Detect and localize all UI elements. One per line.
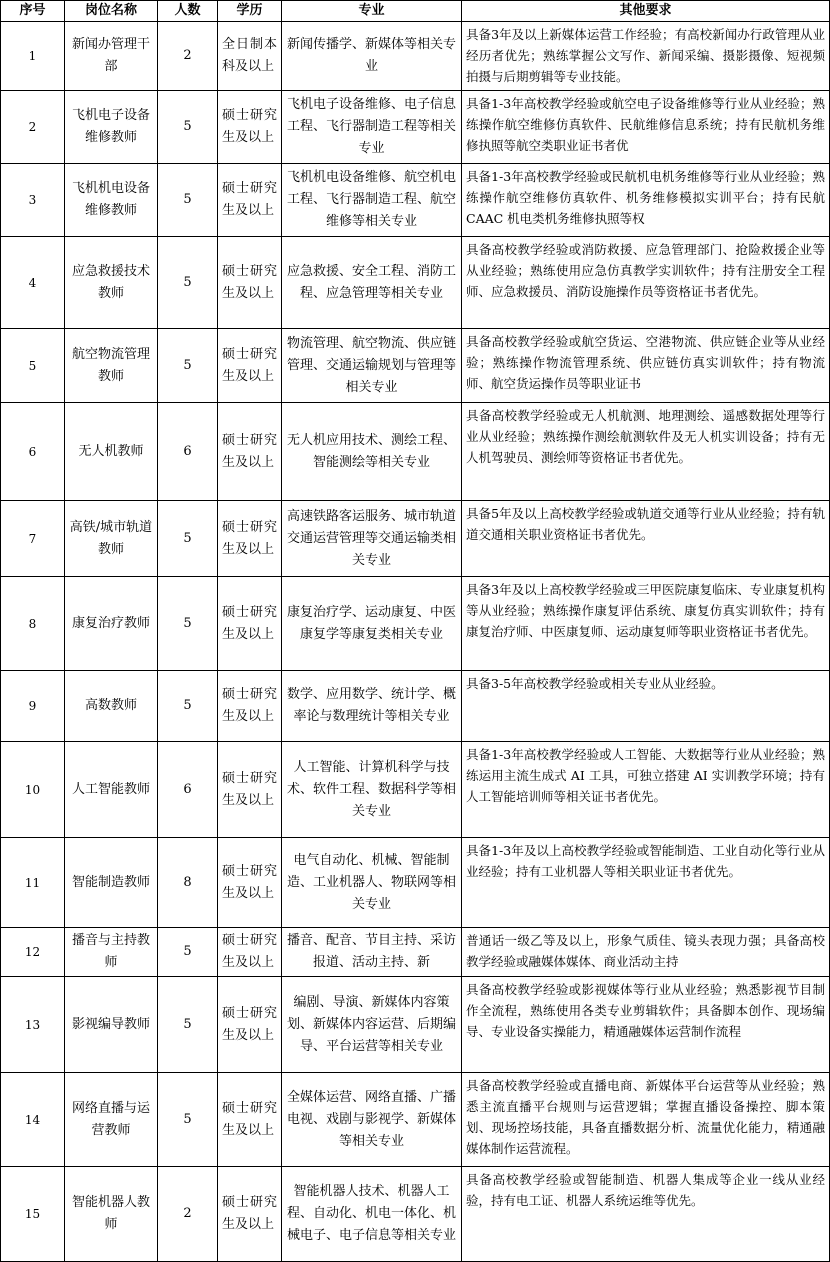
row-index: 10 [1, 742, 65, 838]
education: 硕士研究生及以上 [218, 577, 282, 671]
header-count: 人数 [158, 1, 218, 22]
row-index: 1 [1, 22, 65, 91]
requirements: 具备3-5年高校教学经验或相关专业从业经验。 [462, 671, 830, 742]
major: 新闻传播学、新媒体等相关专业 [282, 22, 462, 91]
table-row [1, 164, 830, 237]
row-index: 13 [1, 977, 65, 1073]
headcount: 5 [158, 977, 218, 1073]
row-index: 14 [1, 1073, 65, 1167]
headcount: 6 [158, 403, 218, 501]
position-name: 人工智能教师 [65, 742, 158, 838]
headcount: 5 [158, 671, 218, 742]
headcount: 5 [158, 501, 218, 577]
major: 无人机应用技术、测绘工程、智能测绘等相关专业 [282, 403, 462, 501]
row-index: 12 [1, 928, 65, 977]
major: 人工智能、计算机科学与技术、软件工程、数据科学等相关专业 [282, 742, 462, 838]
header-education: 学历 [218, 1, 282, 22]
education: 硕士研究生及以上 [218, 403, 282, 501]
position-name: 飞机机电设备维修教师 [65, 164, 158, 237]
headcount: 5 [158, 1073, 218, 1167]
table-row [1, 91, 830, 164]
major: 康复治疗学、运动康复、中医康复学等康复类相关专业 [282, 577, 462, 671]
education: 硕士研究生及以上 [218, 1167, 282, 1262]
header-requirements: 其他要求 [462, 1, 830, 22]
row-index: 3 [1, 164, 65, 237]
headcount: 5 [158, 164, 218, 237]
requirements: 具备1-3年高校教学经验或人工智能、大数据等行业从业经验；熟练运用主流生成式 AI 工具，可独立搭建 AI 实训教学环境；持有人工智能培训师等相关证书者优先。 [462, 742, 830, 838]
education: 硕士研究生及以上 [218, 977, 282, 1073]
position-name: 航空物流管理教师 [65, 329, 158, 403]
major: 播音、配音、节目主持、采访报道、活动主持、新 [282, 928, 462, 977]
table-row [1, 1073, 830, 1167]
education: 硕士研究生及以上 [218, 742, 282, 838]
headcount: 2 [158, 22, 218, 91]
row-index: 4 [1, 237, 65, 329]
headcount: 5 [158, 928, 218, 977]
major: 智能机器人技术、机器人工程、自动化、机电一体化、机械电子、电子信息等相关专业 [282, 1167, 462, 1262]
headcount: 5 [158, 329, 218, 403]
header-major: 专业 [282, 1, 462, 22]
row-index: 6 [1, 403, 65, 501]
major: 编剧、导演、新媒体内容策划、新媒体内容运营、后期编导、平台运营等相关专业 [282, 977, 462, 1073]
education: 全日制本科及以上 [218, 22, 282, 91]
position-name: 智能机器人教师 [65, 1167, 158, 1262]
row-index: 15 [1, 1167, 65, 1262]
major: 电气自动化、机械、智能制造、工业机器人、物联网等相关专业 [282, 838, 462, 928]
education: 硕士研究生及以上 [218, 671, 282, 742]
major: 数学、应用数学、统计学、概率论与数理统计等相关专业 [282, 671, 462, 742]
table-row [1, 501, 830, 577]
position-name: 应急救援技术教师 [65, 237, 158, 329]
requirements: 具备高校教学经验或智能制造、机器人集成等企业一线从业经验，持有电工证、机器人系统运维等优先。 [462, 1167, 830, 1262]
education: 硕士研究生及以上 [218, 838, 282, 928]
requirements: 具备高校教学经验或消防救援、应急管理部门、抢险救援企业等从业经验；熟练使用应急仿真教学实训软件；持有注册安全工程师、应急救援员、消防设施操作员等资格证书者优先。 [462, 237, 830, 329]
requirements: 具备5年及以上高校教学经验或轨道交通等行业从业经验；持有轨道交通相关职业资格证书者优先。 [462, 501, 830, 577]
table-row [1, 838, 830, 928]
requirements: 普通话一级乙等及以上，形象气质佳、镜头表现力强；具备高校教学经验或融媒体媒体、商业活动主持 [462, 928, 830, 977]
header-position: 岗位名称 [65, 1, 158, 22]
headcount: 8 [158, 838, 218, 928]
education: 硕士研究生及以上 [218, 164, 282, 237]
requirements: 具备1-3年高校教学经验或民航机电机务维修等行业从业经验；熟练操作航空维修仿真软件、机务维修模拟实训平台；持有民航 CAAC 机电类机务维修执照等权 [462, 164, 830, 237]
headcount: 6 [158, 742, 218, 838]
position-name: 播音与主持教师 [65, 928, 158, 977]
table-row [1, 329, 830, 403]
requirements: 具备高校教学经验或无人机航测、地理测绘、遥感数据处理等行业从业经验；熟练操作测绘航测软件及无人机实训设备；持有无人机驾驶员、测绘师等资格证书者优先。 [462, 403, 830, 501]
row-index: 11 [1, 838, 65, 928]
position-name: 高铁/城市轨道教师 [65, 501, 158, 577]
position-name: 康复治疗教师 [65, 577, 158, 671]
requirements: 具备1-3年及以上高校教学经验或智能制造、工业自动化等行业从业经验；持有工业机器人等相关职业证书者优先。 [462, 838, 830, 928]
education: 硕士研究生及以上 [218, 1073, 282, 1167]
table-row [1, 22, 830, 91]
table-row [1, 577, 830, 671]
major: 应急救援、安全工程、消防工程、应急管理等相关专业 [282, 237, 462, 329]
position-name: 高数教师 [65, 671, 158, 742]
major: 高速铁路客运服务、城市轨道交通运营管理等交通运输类相关专业 [282, 501, 462, 577]
requirements: 具备1-3年高校教学经验或航空电子设备维修等行业从业经验；熟练操作航空维修仿真软件、民航维修信息系统；持有民航机务维修执照等航空类职业证书者优 [462, 91, 830, 164]
table-row [1, 977, 830, 1073]
requirements: 具备3年及以上新媒体运营工作经验；有高校新闻办行政管理从业经历者优先；熟练掌握公文写作、新闻采编、摄影摄像、短视频拍摄与后期剪辑等专业技能。 [462, 22, 830, 91]
row-index: 2 [1, 91, 65, 164]
table-row [1, 403, 830, 501]
major: 飞机电子设备维修、电子信息工程、飞行器制造工程等相关专业 [282, 91, 462, 164]
row-index: 5 [1, 329, 65, 403]
row-index: 7 [1, 501, 65, 577]
headcount: 2 [158, 1167, 218, 1262]
requirements: 具备高校教学经验或直播电商、新媒体平台运营等从业经验；熟悉主流直播平台规则与运营逻辑；掌握直播设备操控、脚本策划、现场控场技能，具备直播数据分析、流量优化能力，精通融媒体制作运营流程。 [462, 1073, 830, 1167]
position-name: 飞机电子设备维修教师 [65, 91, 158, 164]
table-row [1, 742, 830, 838]
headcount: 5 [158, 577, 218, 671]
row-index: 8 [1, 577, 65, 671]
major: 全媒体运营、网络直播、广播电视、戏剧与影视学、新媒体等相关专业 [282, 1073, 462, 1167]
position-name: 无人机教师 [65, 403, 158, 501]
header-index: 序号 [1, 1, 65, 22]
table-row [1, 671, 830, 742]
education: 硕士研究生及以上 [218, 501, 282, 577]
major: 飞机机电设备维修、航空机电工程、飞行器制造工程、航空维修等相关专业 [282, 164, 462, 237]
education: 硕士研究生及以上 [218, 928, 282, 977]
position-name: 新闻办管理干部 [65, 22, 158, 91]
table-row [1, 928, 830, 977]
position-name: 网络直播与运营教师 [65, 1073, 158, 1167]
headcount: 5 [158, 91, 218, 164]
major: 物流管理、航空物流、供应链管理、交通运输规划与管理等相关专业 [282, 329, 462, 403]
position-name: 影视编导教师 [65, 977, 158, 1073]
row-index: 9 [1, 671, 65, 742]
education: 硕士研究生及以上 [218, 237, 282, 329]
education: 硕士研究生及以上 [218, 91, 282, 164]
position-name: 智能制造教师 [65, 838, 158, 928]
headcount: 5 [158, 237, 218, 329]
table-row [1, 237, 830, 329]
requirements: 具备高校教学经验或影视媒体等行业从业经验；熟悉影视节目制作全流程，熟练使用各类专业剪辑软件；具备脚本创作、现场编导、专业设备实操能力，精通融媒体运营制作流程 [462, 977, 830, 1073]
table-row [1, 1167, 830, 1262]
requirements: 具备高校教学经验或航空货运、空港物流、供应链企业等从业经验；熟练操作物流管理系统、供应链仿真实训软件；持有物流师、航空货运操作员等职业证书 [462, 329, 830, 403]
requirements: 具备3年及以上高校教学经验或三甲医院康复临床、专业康复机构等从业经验；熟练操作康复评估系统、康复仿真实训软件；持有康复治疗师、中医康复师、运动康复师等职业资格证书者优先。 [462, 577, 830, 671]
education: 硕士研究生及以上 [218, 329, 282, 403]
header-row [1, 1, 830, 22]
